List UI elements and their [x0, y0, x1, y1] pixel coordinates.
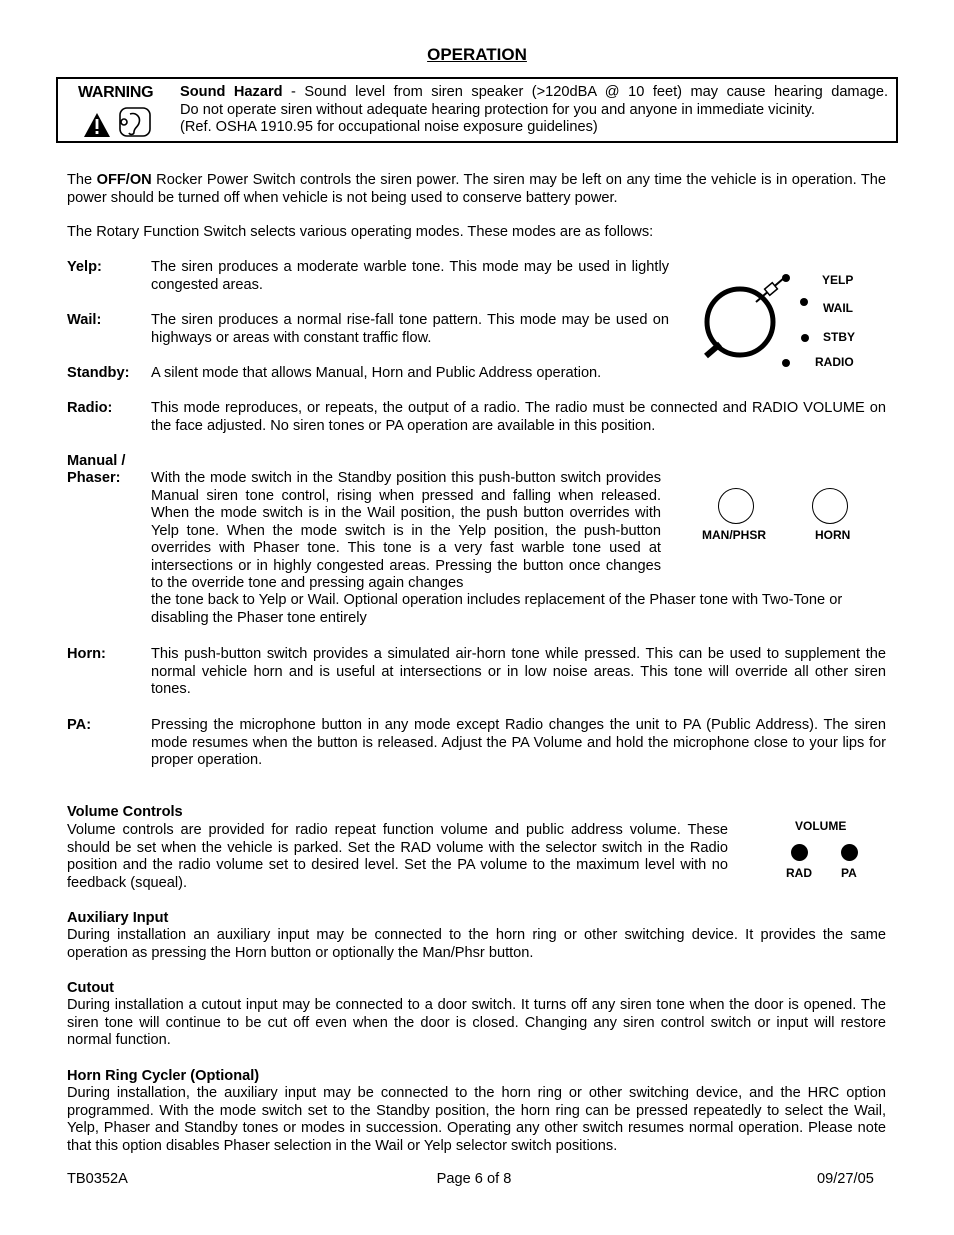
intro-bold-switch: OFF/ON [96, 172, 152, 188]
warning-box [56, 77, 898, 143]
rotary-label-stby: STBY [823, 330, 856, 344]
man-phsr-label: MAN/PHSR [702, 528, 767, 542]
ear-protection-icon [120, 108, 150, 136]
heading-volume: Volume Controls [67, 804, 183, 820]
warning-line-1: - Sound level from siren speaker (>120dBA @ 10 feet) may cause hearing damage. [282, 84, 888, 100]
hazard-triangle-icon [80, 104, 158, 140]
term-pa: PA: [67, 717, 92, 733]
desc-wail: The siren produces a normal rise-fall tone pattern. This mode may be used on highways or areas with constant traffic flow. [151, 312, 669, 346]
intro-text-post: Rocker Power Switch controls the siren power. The siren may be left on any time the vehicle is in operation. The power should be turned off when vehicle is not being used to conserve battery power. [67, 172, 887, 206]
text-hrc: During installation, the auxiliary input may be connected to the horn ring or other switching device, and the HRC option programmed. With the mode switch set to the Standby position, the horn ring can be pressed repeatedly to select the Wail, Yelp, Phaser and Standby tones or modes in succession. Operating any other switch resumes normal operation. Please note that this option disables Phaser selection in the Wail or Yelp selector switch positions. [67, 1085, 886, 1154]
rotary-label-yelp: YELP [822, 273, 854, 287]
term-yelp: Yelp: [67, 259, 102, 275]
intro-power-switch [67, 172, 886, 207]
warning-text [180, 84, 888, 137]
term-radio: Radio: [67, 400, 113, 416]
term-wail: Wail: [67, 312, 102, 328]
desc-standby: A silent mode that allows Manual, Horn and Public Address operation. [151, 365, 602, 381]
volume-title-label: VOLUME [795, 819, 847, 833]
desc-horn: This push-button switch provides a simulated air-horn tone while pressed. This can be used to supplement the normal vehicle horn and is useful at intersections or in low noise areas. This tone will override all other siren tones. [151, 646, 886, 697]
warning-icons [80, 104, 158, 144]
term-standby: Standby: [67, 365, 130, 381]
rotary-dot-stby [801, 334, 809, 342]
text-volume: Volume controls are provided for radio repeat function volume and public address volume. These should be set when the vehicle is parked. Set the RAD volume with the selector switch in the Radio position and the radio volume set to desired level. Set the PA volume to the maximum level with no feedback (squeal). [67, 822, 728, 891]
rotary-knob-icon [700, 268, 810, 368]
desc-radio: This mode reproduces, or repeats, the output of a radio. The radio must be connected and RADIO VOLUME on the face adjusted. No siren tones or PA operation are available in this position. [151, 400, 886, 434]
warning-line-2: Do not operate siren without adequate hearing protection for you and anyone in immediate vicinity. [180, 101, 815, 118]
rotary-label-wail: WAIL [823, 301, 853, 315]
term-phaser: Phaser: [67, 470, 121, 486]
rad-volume-knob-icon [791, 844, 808, 861]
horn-button-icon [812, 488, 848, 524]
intro-rotary: The Rotary Function Switch selects various operating modes. These modes are as follows: [67, 224, 654, 240]
heading-aux: Auxiliary Input [67, 910, 169, 926]
rotary-dot-wail [800, 298, 808, 306]
man-phsr-button-icon [718, 488, 754, 524]
hazard-title: Sound Hazard [180, 84, 283, 100]
intro-text-pre: The [67, 172, 97, 188]
warning-label: WARNING [78, 84, 154, 101]
term-horn: Horn: [67, 646, 106, 662]
rotary-dot-yelp [782, 274, 790, 282]
term-manual: Manual / [67, 453, 126, 469]
pa-volume-label: PA [841, 866, 857, 880]
horn-label: HORN [815, 528, 851, 542]
heading-cutout: Cutout [67, 980, 115, 996]
page-title: OPERATION [427, 45, 527, 64]
text-cutout: During installation a cutout input may be connected to a door switch. It turns off any siren tone when the door is opened. The siren tone will continue to be cut off even when the door is closed. Changing any siren control switch or input will restore normal function. [67, 997, 886, 1048]
warning-line-3: (Ref. OSHA 1910.95 for occupational noise exposure guidelines) [180, 119, 598, 135]
rotary-label-radio: RADIO [815, 355, 854, 369]
rotary-dot-radio [782, 359, 790, 367]
text-aux: During installation an auxiliary input may be connected to the horn ring or other switching device. It provides the same operation as pressing the Horn button or optionally the Man/Phsr button. [67, 927, 886, 961]
footer-page-number: Page 6 of 8 [436, 1171, 512, 1187]
desc-manual-b: the tone back to Yelp or Wail. Optional operation includes replacement of the Phaser tone with Two-Tone or disabling the Phaser tone entirely [151, 592, 843, 626]
desc-manual-a: With the mode switch in the Standby position this push-button switch provides Manual siren tone control, rising when pressed and falling when released. When the mode switch is in the Wail position, the push button overrides with Yelp tone. When the mode switch is in the Yelp position, the push-button overrides with Phaser tone. This tone is a very fast warble tone used at intersections or in highly congested areas. Pressing the button once changes to the override tone and pressing again changes [151, 470, 661, 591]
desc-yelp: The siren produces a moderate warble tone. This mode may be used in lightly congested areas. [151, 259, 669, 293]
footer-doc-number: TB0352A [67, 1171, 128, 1187]
pa-volume-knob-icon [841, 844, 858, 861]
rotary-switch-figure [700, 268, 880, 373]
footer-date: 09/27/05 [817, 1171, 874, 1187]
rad-volume-label: RAD [786, 866, 812, 880]
heading-hrc: Horn Ring Cycler (Optional) [67, 1068, 260, 1084]
desc-pa: Pressing the microphone button in any mode except Radio changes the unit to PA (Public Address). The siren mode resumes when the button is released. Adjust the PA Volume and hold the microphone close to your lips for proper operation. [151, 717, 886, 768]
